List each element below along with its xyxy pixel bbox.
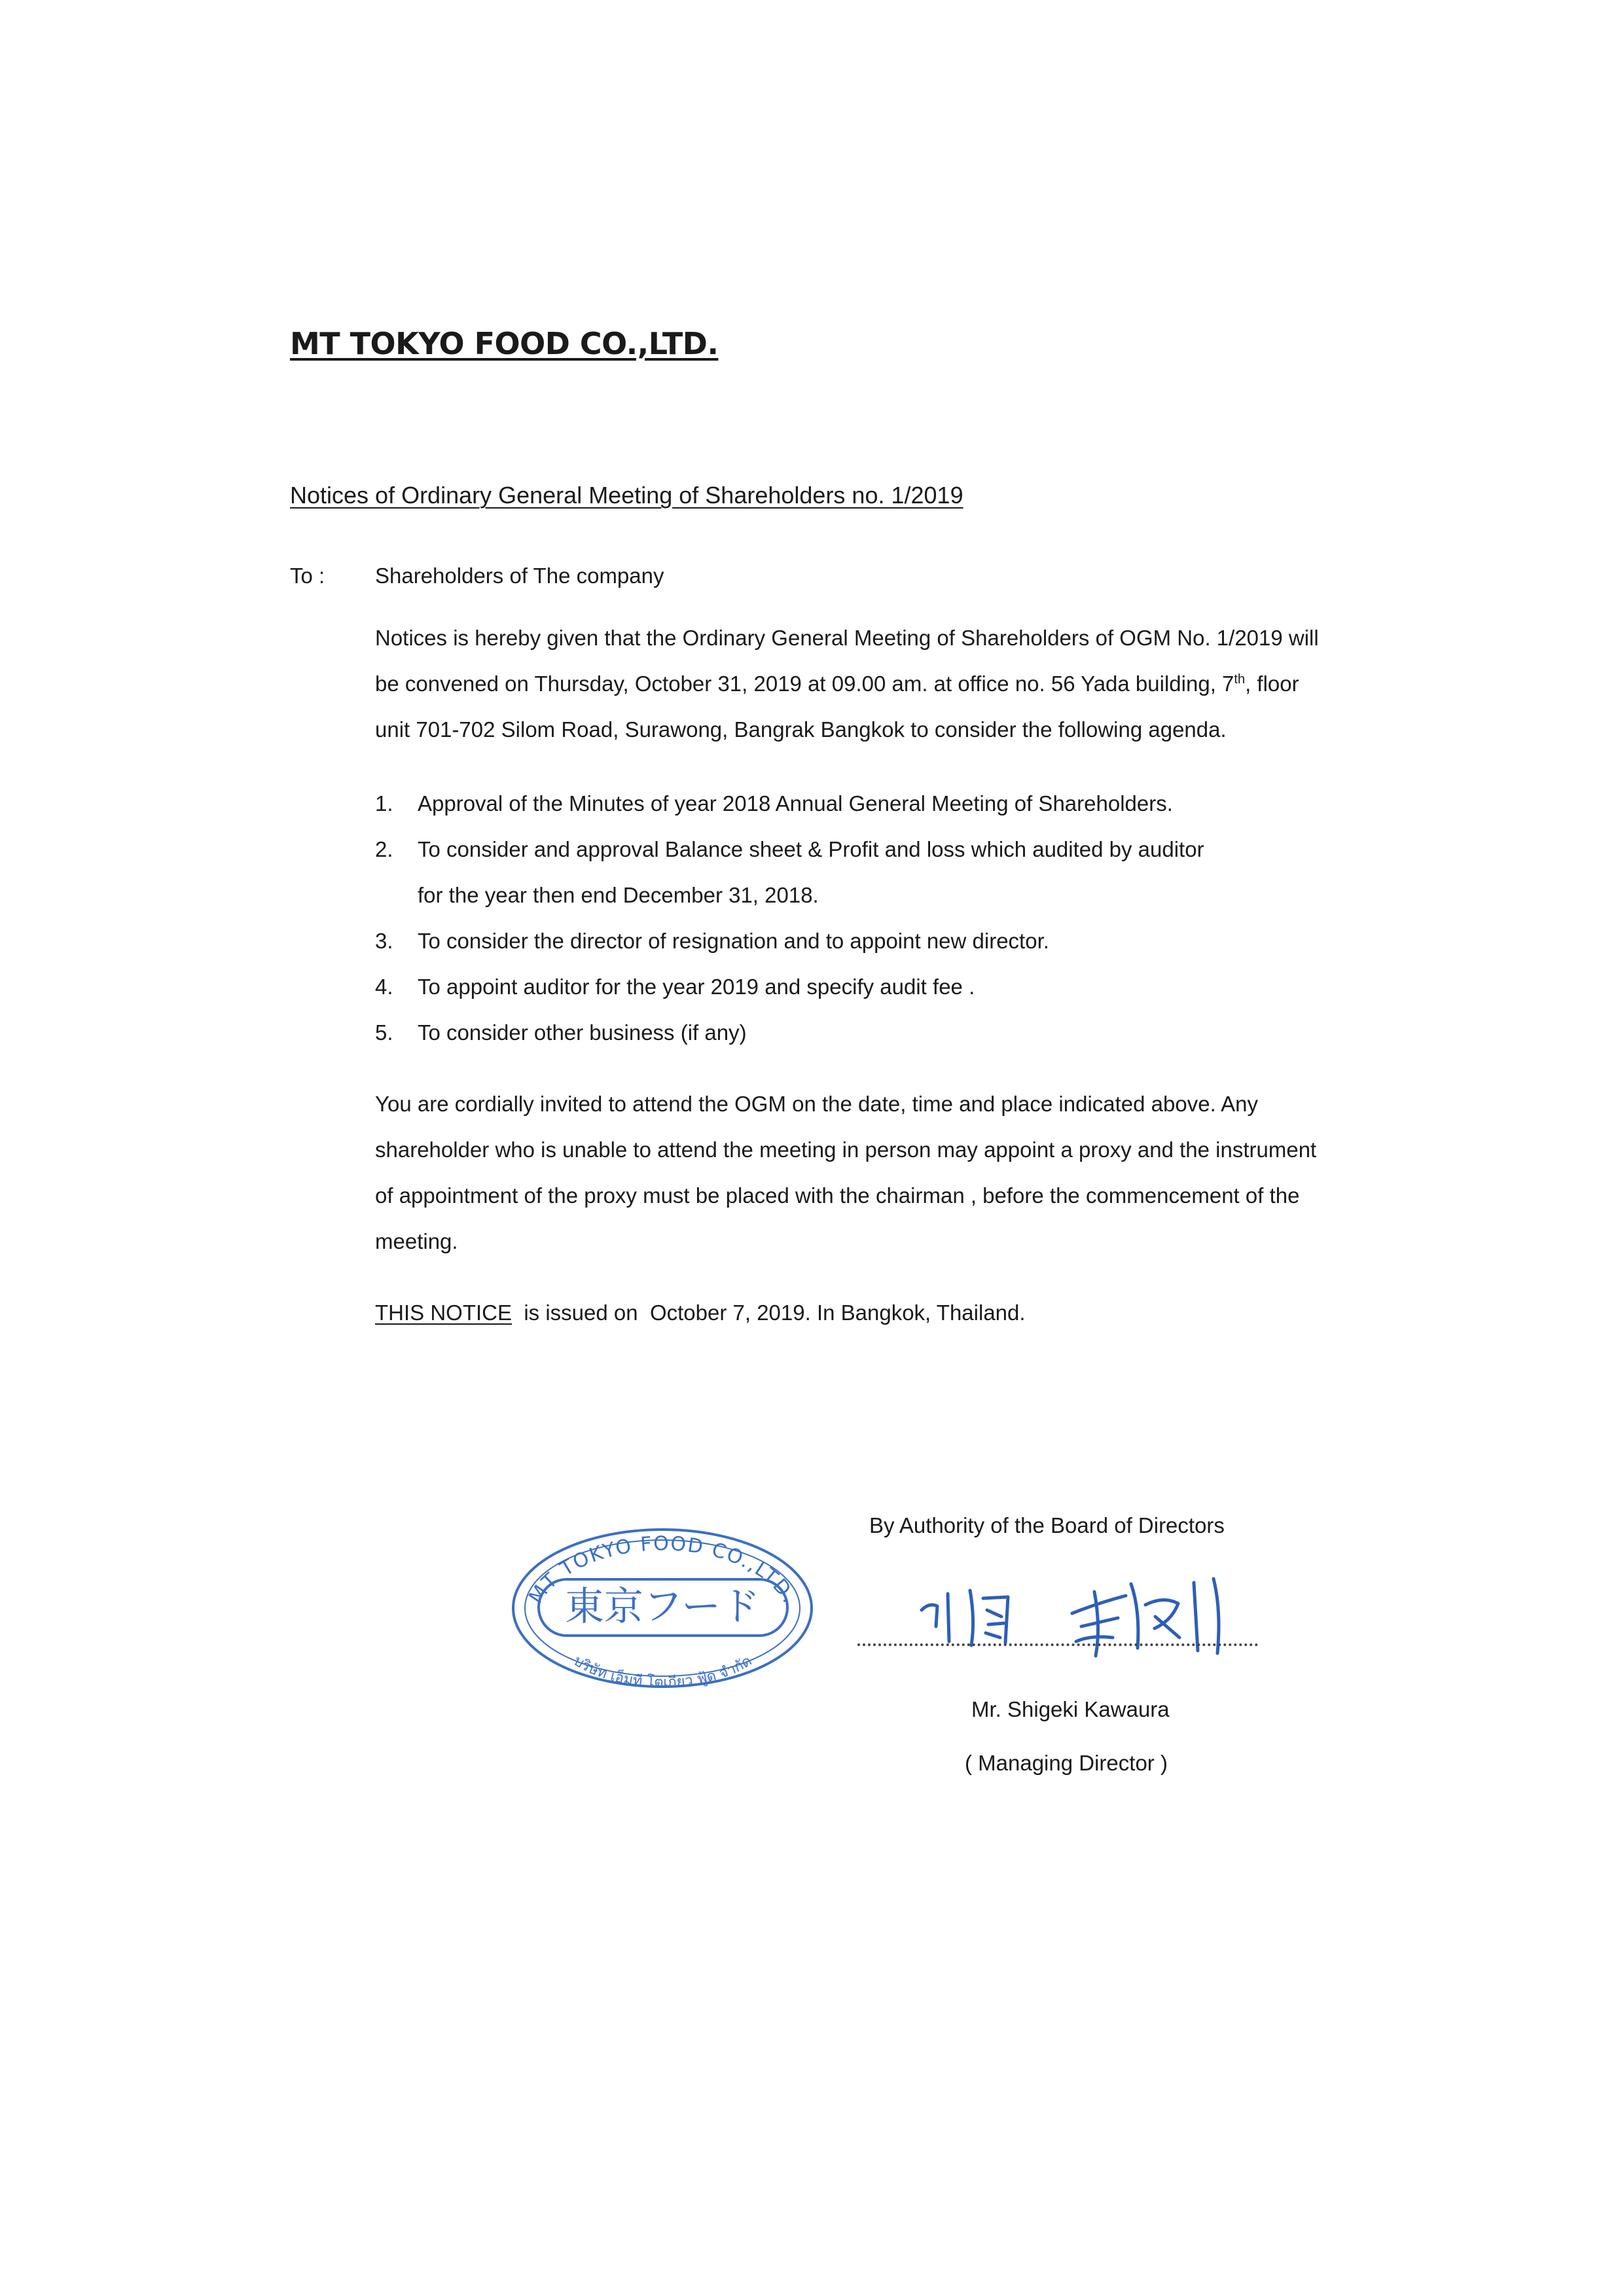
agenda-number: 3. [375, 929, 393, 953]
seal-top-text: MT TOKYO FOOD CO.,LTD. [524, 1532, 802, 1608]
agenda-number: 5. [375, 1020, 393, 1045]
svg-text:บริษัท เอ็มที โตเกียว ฟู้ด จำก [571, 1653, 755, 1691]
signer-title: ( Managing Director ) [965, 1751, 1168, 1775]
agenda-text [418, 781, 1173, 827]
seal-bottom-text: บริษัท เอ็มที โตเกียว ฟู้ด จำกัด [570, 1653, 755, 1691]
agenda-number: 4. [375, 975, 393, 999]
agenda-number: 1. [375, 791, 393, 816]
invitation-line: You are cordially invited to attend the OGM on the date, time and place indicated above. Any [375, 1092, 1258, 1116]
agenda-line: To consider other business (if any) [418, 1020, 747, 1045]
issued-label: THIS NOTICE [375, 1300, 512, 1325]
signature-line [857, 1643, 1258, 1646]
ordinal-suffix: th [1234, 672, 1246, 687]
agenda-item [375, 1010, 1204, 1056]
agenda-line: To consider and approval Balance sheet & Profit and loss which audited by auditor [418, 837, 1204, 861]
intro-line-text: , floor [1245, 672, 1299, 696]
invitation-line: meeting. [375, 1229, 458, 1253]
agenda-text [418, 827, 1204, 918]
issued-text: is issued on October 7, 2019. In Bangkok, Thailand. [512, 1300, 1026, 1325]
agenda-line: To consider the director of resignation and to appoint new director. [418, 929, 1049, 953]
issued-statement [375, 1290, 1026, 1336]
invitation-line: of appointment of the proxy must be placed with the chairman , before the commencement of the [375, 1183, 1300, 1208]
agenda-item [375, 827, 1204, 918]
agenda-item [375, 964, 1204, 1010]
agenda-line: for the year then end December 31, 2018. [418, 883, 819, 907]
intro-line: Notices is hereby given that the Ordinary General Meeting of Shareholders of OGM No. 1/2019 will [375, 626, 1319, 650]
invitation-line: shareholder who is unable to attend the meeting in person may appoint a proxy and the instrument [375, 1138, 1317, 1162]
intro-line: unit 701-702 Silom Road, Surawong, Bangrak Bangkok to consider the following agenda. [375, 717, 1227, 742]
agenda-item [375, 781, 1204, 827]
intro-line-text: be convened on Thursday, October 31, 2019 at 09.00 am. at office no. 56 Yada building, 7 [375, 672, 1234, 696]
agenda-number: 2. [375, 837, 393, 861]
agenda-text [418, 964, 975, 1010]
company-seal-stamp [507, 1522, 818, 1692]
agenda-text [418, 918, 1049, 964]
notice-title: Notices of Ordinary General Meeting of Shareholders no. 1/2019 [290, 482, 963, 509]
agenda-item [375, 918, 1204, 964]
intro-line [375, 661, 1319, 707]
agenda-line: To appoint auditor for the year 2019 and specify audit fee . [418, 975, 975, 999]
addressee-value: Shareholders of The company [375, 564, 664, 588]
signer-name: Mr. Shigeki Kawaura [971, 1697, 1170, 1721]
company-name: MT TOKYO FOOD CO.,LTD. [290, 326, 719, 361]
agenda-list [375, 781, 1204, 1056]
addressee-label: To : [290, 564, 325, 588]
seal-center-text: 東京フード [564, 1584, 761, 1630]
agenda-text [418, 1010, 747, 1056]
invitation-paragraph [375, 1081, 1316, 1265]
intro-paragraph [375, 615, 1319, 753]
authority-line: By Authority of the Board of Directors [869, 1513, 1225, 1537]
agenda-line: Approval of the Minutes of year 2018 Annual General Meeting of Shareholders. [418, 791, 1173, 816]
handwritten-signature [910, 1564, 1263, 1662]
